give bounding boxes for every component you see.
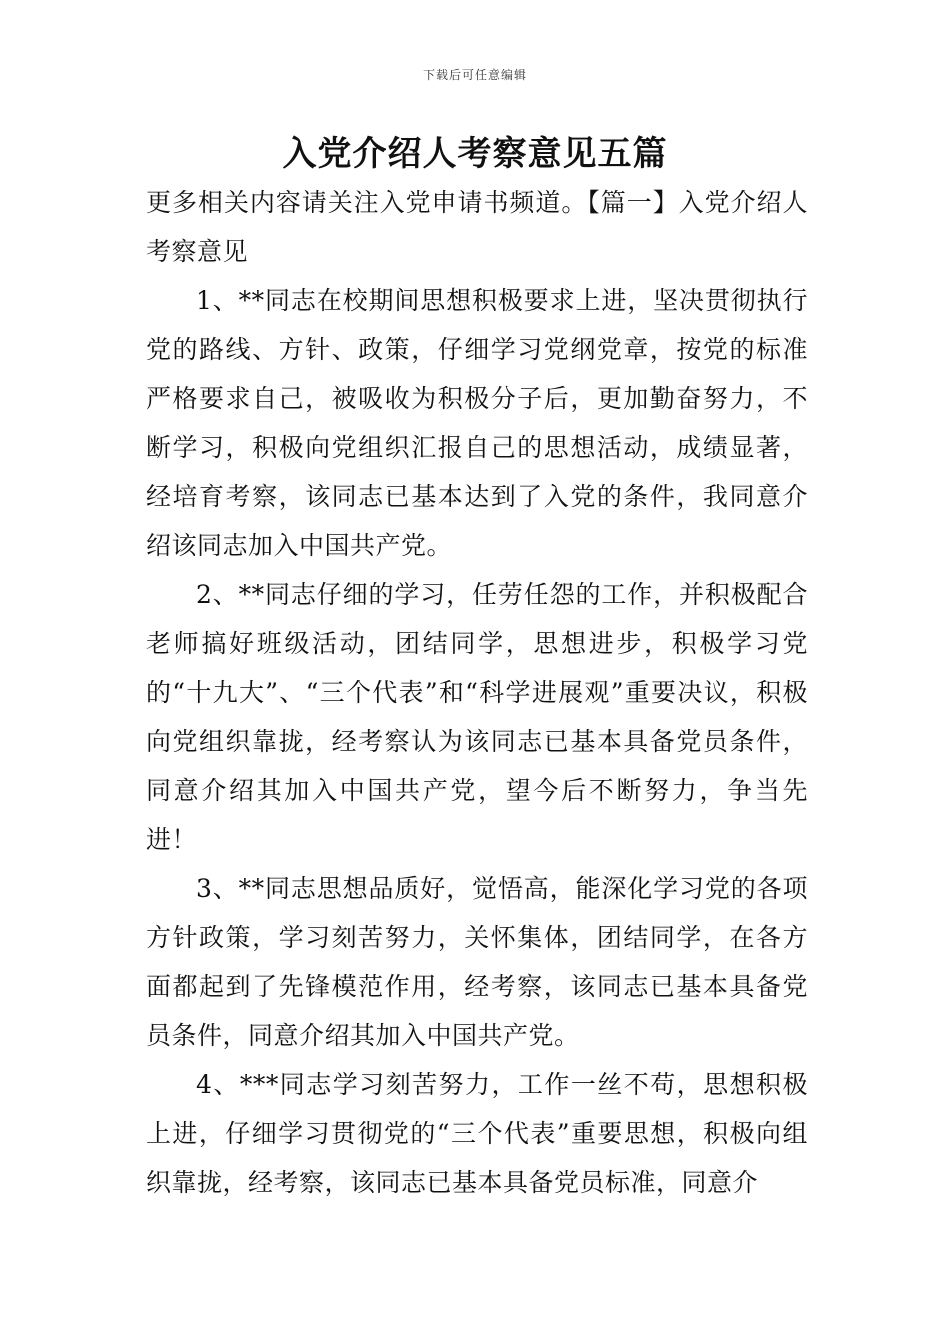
- paragraph-2: 2、**同志仔细的学习，任劳任怨的工作，并积极配合老师搞好班级活动，团结同学，思想进步，积极学习党的“十九大”、“三个代表”和“科学进展观”重要决议，积极向党组织靠拢，经考察认为该同志已基本具备党员条件，同意介绍其加入中国共产党，望今后不断努力，争当先进！: [146, 580, 808, 854]
- intro-paragraph: 更多相关内容请关注入党申请书频道。【篇一】入党介绍人考察意见: [146, 188, 808, 266]
- document-title: 入党介绍人考察意见五篇: [282, 134, 668, 174]
- page-header-note: 下载后可任意编辑: [422, 68, 527, 82]
- paragraph-3: 3、**同志思想品质好，觉悟高，能深化学习党的各项方针政策，学习刻苦努力，关怀集体，团结同学，在各方面都起到了先锋模范作用，经考察，该同志已基本具备党员条件，同意介绍其加入中国共产党。: [146, 874, 808, 1050]
- paragraph-1: 1、**同志在校期间思想积极要求上进，坚决贯彻执行党的路线、方针、政策，仔细学习党纲党章，按党的标准严格要求自己，被吸收为积极分子后，更加勤奋努力，不断学习，积极向党组织汇报自己的思想活动，成绩显著，经培育考察，该同志已基本达到了入党的条件，我同意介绍该同志加入中国共产党。: [146, 286, 808, 560]
- document-body: [146, 178, 808, 1207]
- paragraph-4: 4、***同志学习刻苦努力，工作一丝不苟，思想积极上进，仔细学习贯彻党的“三个代表”重要思想，积极向组织靠拢，经考察，该同志已基本具备党员标准，同意介: [146, 1070, 808, 1197]
